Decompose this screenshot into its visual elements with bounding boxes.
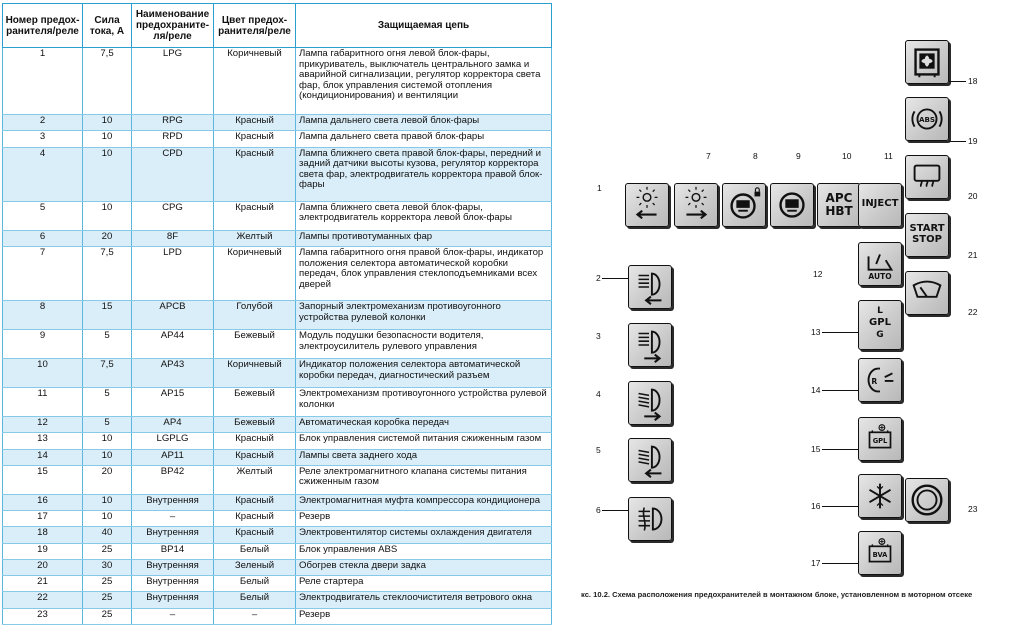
leader-line-16: [822, 506, 858, 507]
current-cell: 5: [83, 417, 132, 433]
fuse-number-cell: 18: [3, 527, 83, 543]
fuse-number-cell: 21: [3, 576, 83, 592]
protected-circuit-cell: Блок управления системой питания сжиженным газом: [296, 433, 552, 449]
fuse-number-cell: 4: [3, 147, 83, 201]
callout-16: 16: [811, 501, 821, 511]
callout-19: 19: [968, 136, 978, 146]
fuse-name-cell: LGPLG: [132, 433, 214, 449]
callout-4: 4: [596, 389, 601, 399]
fuse-label-inject: INJECT: [861, 198, 899, 209]
table-row: [3, 417, 552, 433]
fuse-12-auto-gearbox: [858, 242, 902, 286]
fuse-number-cell: 7: [3, 247, 83, 301]
protected-circuit-cell: Блок управления ABS: [296, 543, 552, 559]
fuse-number-cell: 17: [3, 511, 83, 527]
header-fuse-number: Номер предох-ранителя/реле: [3, 4, 83, 48]
fuse-name-cell: Внутренняя: [132, 527, 214, 543]
leader-line-15: [822, 449, 858, 450]
fuse-8-steering-lock: [722, 183, 766, 227]
callout-10: 10: [842, 151, 852, 161]
figure-caption: кс. 10.2. Схема расположения предохранителей в монтажном блоке, установленном в моторном отсеке: [581, 590, 973, 599]
protected-circuit-cell: Реле стартера: [296, 576, 552, 592]
table-row: [3, 576, 552, 592]
current-cell: 25: [83, 543, 132, 559]
callout-6: 6: [596, 505, 601, 515]
protected-circuit-cell: Электровентилятор системы охлаждения двигателя: [296, 527, 552, 543]
fuse-color-cell: Красный: [214, 433, 296, 449]
fuse-14-reverse-lamp: [858, 358, 902, 402]
fuse-name-cell: CPG: [132, 201, 214, 230]
fuse-name-cell: RPG: [132, 114, 214, 130]
fuse-color-cell: Красный: [214, 114, 296, 130]
fuse-22-wiper: [905, 271, 949, 315]
table-row: [3, 359, 552, 388]
bva-box-label: BVA: [872, 550, 888, 559]
fuse-5-low-beam-left: [628, 438, 672, 482]
table-row: [3, 511, 552, 527]
fuse-number-cell: 20: [3, 559, 83, 575]
current-cell: 10: [83, 147, 132, 201]
low-beam-right-icon: [629, 382, 671, 424]
fuse-color-cell: Красный: [214, 201, 296, 230]
fuse-color-cell: Белый: [214, 543, 296, 559]
leader-line-17: [822, 563, 858, 564]
fuse-color-cell: Желтый: [214, 465, 296, 494]
table-row: [3, 330, 552, 359]
fuse-name-cell: AP4: [132, 417, 214, 433]
callout-23: 23: [968, 504, 978, 514]
table-row: [3, 230, 552, 246]
protected-circuit-cell: Лампы противотуманных фар: [296, 230, 552, 246]
callout-11: 11: [884, 151, 893, 161]
fuse-number-cell: 8: [3, 301, 83, 330]
leader-line-2: [602, 278, 628, 279]
fuse-19-abs: [905, 97, 949, 141]
fuse-label-l: L: [877, 306, 883, 316]
fog-lamp-icon: [629, 498, 671, 540]
fuse-3-high-beam-right: [628, 323, 672, 367]
fuse-color-cell: Зеленый: [214, 559, 296, 575]
fuse-20-rear-defogger: [905, 155, 949, 199]
fuse-color-cell: Красный: [214, 131, 296, 147]
fuse-color-cell: Белый: [214, 576, 296, 592]
fuse-name-cell: Внутренняя: [132, 494, 214, 510]
fuse-name-cell: AP11: [132, 449, 214, 465]
current-cell: 10: [83, 449, 132, 465]
leader-line-18: [949, 81, 966, 82]
fuse-label-hbt: HBT: [825, 204, 853, 218]
fuse-number-cell: 3: [3, 131, 83, 147]
callout-2: 2: [596, 273, 601, 283]
fuse-name-cell: –: [132, 511, 214, 527]
table-row: [3, 559, 552, 575]
current-cell: 10: [83, 114, 132, 130]
gpl-box-label: GPL: [872, 436, 888, 445]
protected-circuit-cell: Лампа габаритного огня правой блок-фары, индикатор положения селектора автоматической коробки передач, блок управления стеклоподъемниками всех дверей: [296, 247, 552, 301]
callout-8: 8: [753, 151, 758, 161]
fuse-color-cell: Коричневый: [214, 48, 296, 115]
fuse-7-right-position-lamp: [674, 183, 718, 227]
fuse-number-cell: 9: [3, 330, 83, 359]
fuse-number-cell: 5: [3, 201, 83, 230]
fuse-number-cell: 2: [3, 114, 83, 130]
table-header-row: [3, 4, 552, 48]
callout-21: 21: [968, 250, 978, 260]
fuse-label-start: START: [909, 223, 945, 234]
fuse-table: [2, 3, 552, 625]
fuse-number-cell: 10: [3, 359, 83, 388]
cooling-fan-icon: [906, 41, 948, 83]
callout-9: 9: [796, 151, 801, 161]
protected-circuit-cell: Лампа габаритного огня левой блок-фары, прикуриватель, выключатель центрального замка и аварийной сигнализации, регулятор корректора света фар, блок управления системой отопления (кондиционирования) и вентиляции: [296, 48, 552, 115]
leader-line-19: [949, 141, 966, 142]
fuse-color-cell: Красный: [214, 147, 296, 201]
table-row: [3, 147, 552, 201]
fuse-box-diagram: [578, 0, 1024, 628]
reverse-lamp-icon: [859, 359, 901, 401]
leader-line-6: [602, 510, 628, 511]
fuse-color-cell: Бежевый: [214, 388, 296, 417]
callout-7: 7: [706, 151, 711, 161]
fuse-name-cell: APCB: [132, 301, 214, 330]
fuse-21-start-stop: [905, 213, 949, 257]
fuse-label-stop: STOP: [912, 234, 942, 245]
steering-lock-icon: [723, 184, 765, 226]
header-fuse-name: Наименование предохраните-ля/реле: [132, 4, 214, 48]
high-beam-right-icon: [629, 324, 671, 366]
low-beam-left-icon: [629, 439, 671, 481]
protected-circuit-cell: Электродвигатель стеклоочистителя ветрового окна: [296, 592, 552, 608]
fuse-color-cell: –: [214, 608, 296, 624]
fuse-1-left-position-lamp: [625, 183, 669, 227]
fuse-16-ac-compressor: [858, 474, 902, 518]
callout-15: 15: [811, 444, 821, 454]
fuse-number-cell: 23: [3, 608, 83, 624]
fuse-9-steering-airbag: [770, 183, 814, 227]
current-cell: 10: [83, 433, 132, 449]
position-lamp-right-icon: [675, 184, 717, 226]
current-cell: 10: [83, 201, 132, 230]
fuse-color-cell: Желтый: [214, 230, 296, 246]
fuse-color-cell: Голубой: [214, 301, 296, 330]
callout-18: 18: [968, 76, 978, 86]
protected-circuit-cell: Резерв: [296, 511, 552, 527]
leader-line-14: [822, 390, 858, 391]
steering-wheel-icon: [771, 184, 813, 226]
fuse-label-gpl: GPL: [869, 317, 891, 328]
protected-circuit-cell: Лампа дальнего света правой блок-фары: [296, 131, 552, 147]
snowflake-icon: [859, 475, 901, 517]
table-row: [3, 433, 552, 449]
fuse-2-high-beam-left: [628, 265, 672, 309]
fuse-name-cell: Внутренняя: [132, 559, 214, 575]
abs-label: ABS: [918, 114, 936, 124]
table-row: [3, 131, 552, 147]
current-cell: 25: [83, 592, 132, 608]
current-cell: 5: [83, 388, 132, 417]
current-cell: 20: [83, 465, 132, 494]
current-cell: 20: [83, 230, 132, 246]
fuse-color-cell: Красный: [214, 449, 296, 465]
fuse-10-apc-hbt: [817, 183, 861, 227]
fuse-18-cooling-fan: [905, 40, 949, 84]
callout-5: 5: [596, 445, 601, 455]
table-row: [3, 465, 552, 494]
fuse-name-cell: BP42: [132, 465, 214, 494]
callout-17: 17: [811, 558, 821, 568]
table-row: [3, 48, 552, 115]
protected-circuit-cell: Лампа дальнего света левой блок-фары: [296, 114, 552, 130]
fuse-number-cell: 11: [3, 388, 83, 417]
fuse-color-cell: Красный: [214, 511, 296, 527]
table-body: [3, 48, 552, 625]
protected-circuit-cell: Лампа ближнего света левой блок-фары, электродвигатель корректора левой блок-фары: [296, 201, 552, 230]
fuse-label-apc: APC: [825, 191, 853, 205]
fuse-name-cell: LPD: [132, 247, 214, 301]
protected-circuit-cell: Электромеханизм противоугонного устройства рулевой колонки: [296, 388, 552, 417]
callout-3: 3: [596, 331, 601, 341]
fuse-4-low-beam-right: [628, 381, 672, 425]
fuse-name-cell: AP44: [132, 330, 214, 359]
abs-icon: [906, 98, 948, 140]
header-fuse-color: Цвет предох-ранителя/реле: [214, 4, 296, 48]
current-cell: 25: [83, 576, 132, 592]
protected-circuit-cell: Модуль подушки безопасности водителя, электроусилитель рулевого управления: [296, 330, 552, 359]
table-row: [3, 114, 552, 130]
table-row: [3, 449, 552, 465]
fuse-number-cell: 14: [3, 449, 83, 465]
fuse-name-cell: LPG: [132, 48, 214, 115]
table-row: [3, 543, 552, 559]
fuse-number-cell: 19: [3, 543, 83, 559]
fuse-name-cell: AP43: [132, 359, 214, 388]
fuse-number-cell: 16: [3, 494, 83, 510]
fuse-15-gpl-relay: [858, 417, 902, 461]
fuse-number-cell: 6: [3, 230, 83, 246]
fuse-label-auto: AUTO: [868, 272, 892, 281]
protected-circuit-cell: Лампы света заднего хода: [296, 449, 552, 465]
current-cell: 10: [83, 511, 132, 527]
fuse-name-cell: AP15: [132, 388, 214, 417]
fuse-13-lpg: [858, 300, 902, 350]
callout-12: 12: [813, 269, 823, 279]
windshield-wiper-icon: [906, 272, 948, 314]
current-cell: 7,5: [83, 359, 132, 388]
fuse-name-cell: RPD: [132, 131, 214, 147]
table-row: [3, 301, 552, 330]
protected-circuit-cell: Электромагнитная муфта компрессора кондиционера: [296, 494, 552, 510]
protected-circuit-cell: Автоматическая коробка передач: [296, 417, 552, 433]
callout-13: 13: [811, 327, 821, 337]
fuse-color-cell: Красный: [214, 527, 296, 543]
fuse-11-inject: [858, 183, 902, 227]
current-cell: 15: [83, 301, 132, 330]
bva-battery-icon: [859, 532, 901, 574]
fuse-number-cell: 22: [3, 592, 83, 608]
fuse-color-cell: Коричневый: [214, 247, 296, 301]
fuse-name-cell: 8F: [132, 230, 214, 246]
header-protected-circuit: Защищаемая цепь: [296, 4, 552, 48]
callout-1: 1: [597, 183, 602, 193]
protected-circuit-cell: Запорный электромеханизм противоугонного устройства рулевой колонки: [296, 301, 552, 330]
fuse-number-cell: 1: [3, 48, 83, 115]
current-cell: 7,5: [83, 48, 132, 115]
fuse-name-cell: CPD: [132, 147, 214, 201]
callout-22: 22: [968, 307, 978, 317]
current-cell: 7,5: [83, 247, 132, 301]
fuse-color-cell: Коричневый: [214, 359, 296, 388]
table-row: [3, 592, 552, 608]
fuse-number-cell: 12: [3, 417, 83, 433]
fuse-label-g: G: [876, 330, 884, 340]
table-row: [3, 494, 552, 510]
fuse-name-cell: Внутренняя: [132, 576, 214, 592]
fuse-color-cell: Бежевый: [214, 330, 296, 359]
fuse-23-reserve: [905, 478, 949, 522]
leader-line-13: [822, 332, 858, 333]
callout-14: 14: [811, 385, 821, 395]
fuse-17-reserve: [858, 531, 902, 575]
fuse-color-cell: Красный: [214, 494, 296, 510]
table-row: [3, 388, 552, 417]
current-cell: 5: [83, 330, 132, 359]
current-cell: 30: [83, 559, 132, 575]
reserve-ring-icon: [906, 479, 948, 521]
fuse-name-cell: Внутренняя: [132, 592, 214, 608]
protected-circuit-cell: Реле электромагнитного клапана системы питания сжиженным газом: [296, 465, 552, 494]
protected-circuit-cell: Обогрев стекла двери задка: [296, 559, 552, 575]
current-cell: 40: [83, 527, 132, 543]
gpl-battery-icon: [859, 418, 901, 460]
table-row: [3, 527, 552, 543]
position-lamp-left-icon: [626, 184, 668, 226]
header-current: Сила тока, А: [83, 4, 132, 48]
protected-circuit-cell: Индикатор положения селектора автоматической коробки передач, диагностический разъем: [296, 359, 552, 388]
table-row: [3, 201, 552, 230]
protected-circuit-cell: Резерв: [296, 608, 552, 624]
fuse-6-fog-lamps: [628, 497, 672, 541]
fuse-name-cell: –: [132, 608, 214, 624]
table-row: [3, 608, 552, 624]
reverse-label: R: [871, 376, 878, 386]
current-cell: 10: [83, 494, 132, 510]
current-cell: 10: [83, 131, 132, 147]
fuse-number-cell: 13: [3, 433, 83, 449]
table-row: [3, 247, 552, 301]
high-beam-left-icon: [629, 266, 671, 308]
fuse-color-cell: Белый: [214, 592, 296, 608]
fuse-color-cell: Бежевый: [214, 417, 296, 433]
fuse-number-cell: 15: [3, 465, 83, 494]
callout-20: 20: [968, 191, 978, 201]
current-cell: 25: [83, 608, 132, 624]
fuse-name-cell: BP14: [132, 543, 214, 559]
protected-circuit-cell: Лампа ближнего света правой блок-фары, передний и задний датчики высоты кузова, регулятор корректора света фар, электродвигатель корректора правой блок-фары: [296, 147, 552, 201]
rear-defrost-icon: [906, 156, 948, 198]
